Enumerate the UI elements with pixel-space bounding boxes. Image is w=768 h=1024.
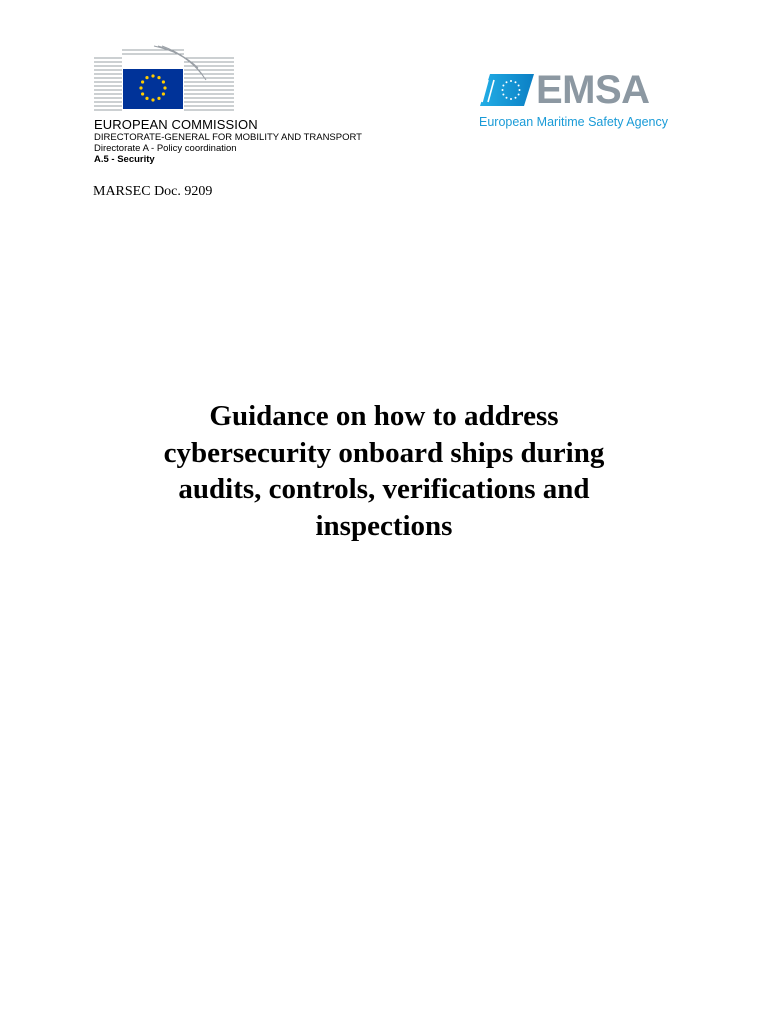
emsa-logo [478,68,688,132]
document-title [0,398,768,544]
european-commission-logo [92,44,236,112]
directorate: Directorate A - Policy coordination [94,143,237,154]
title-line: Guidance on how to address [209,400,559,432]
commission-name: EUROPEAN COMMISSION [94,117,258,132]
ec-building-flag-icon [92,44,236,112]
document-reference: MARSEC Doc. 9209 [93,184,213,199]
title-line: audits, controls, verifications and [178,473,590,505]
unit: A.5 - Security [94,154,155,165]
title-line: cybersecurity onboard ships during [163,436,605,469]
emsa-agency-name: European Maritime Safety Agency [479,115,668,129]
emsa-wave-flag-icon [478,72,534,108]
emsa-wordmark: EMSA [536,68,650,112]
title-line: inspections [315,509,453,542]
ec-header-block [94,117,474,165]
directorate-general: DIRECTORATE-GENERAL FOR MOBILITY AND TRANSPORT [94,132,362,143]
